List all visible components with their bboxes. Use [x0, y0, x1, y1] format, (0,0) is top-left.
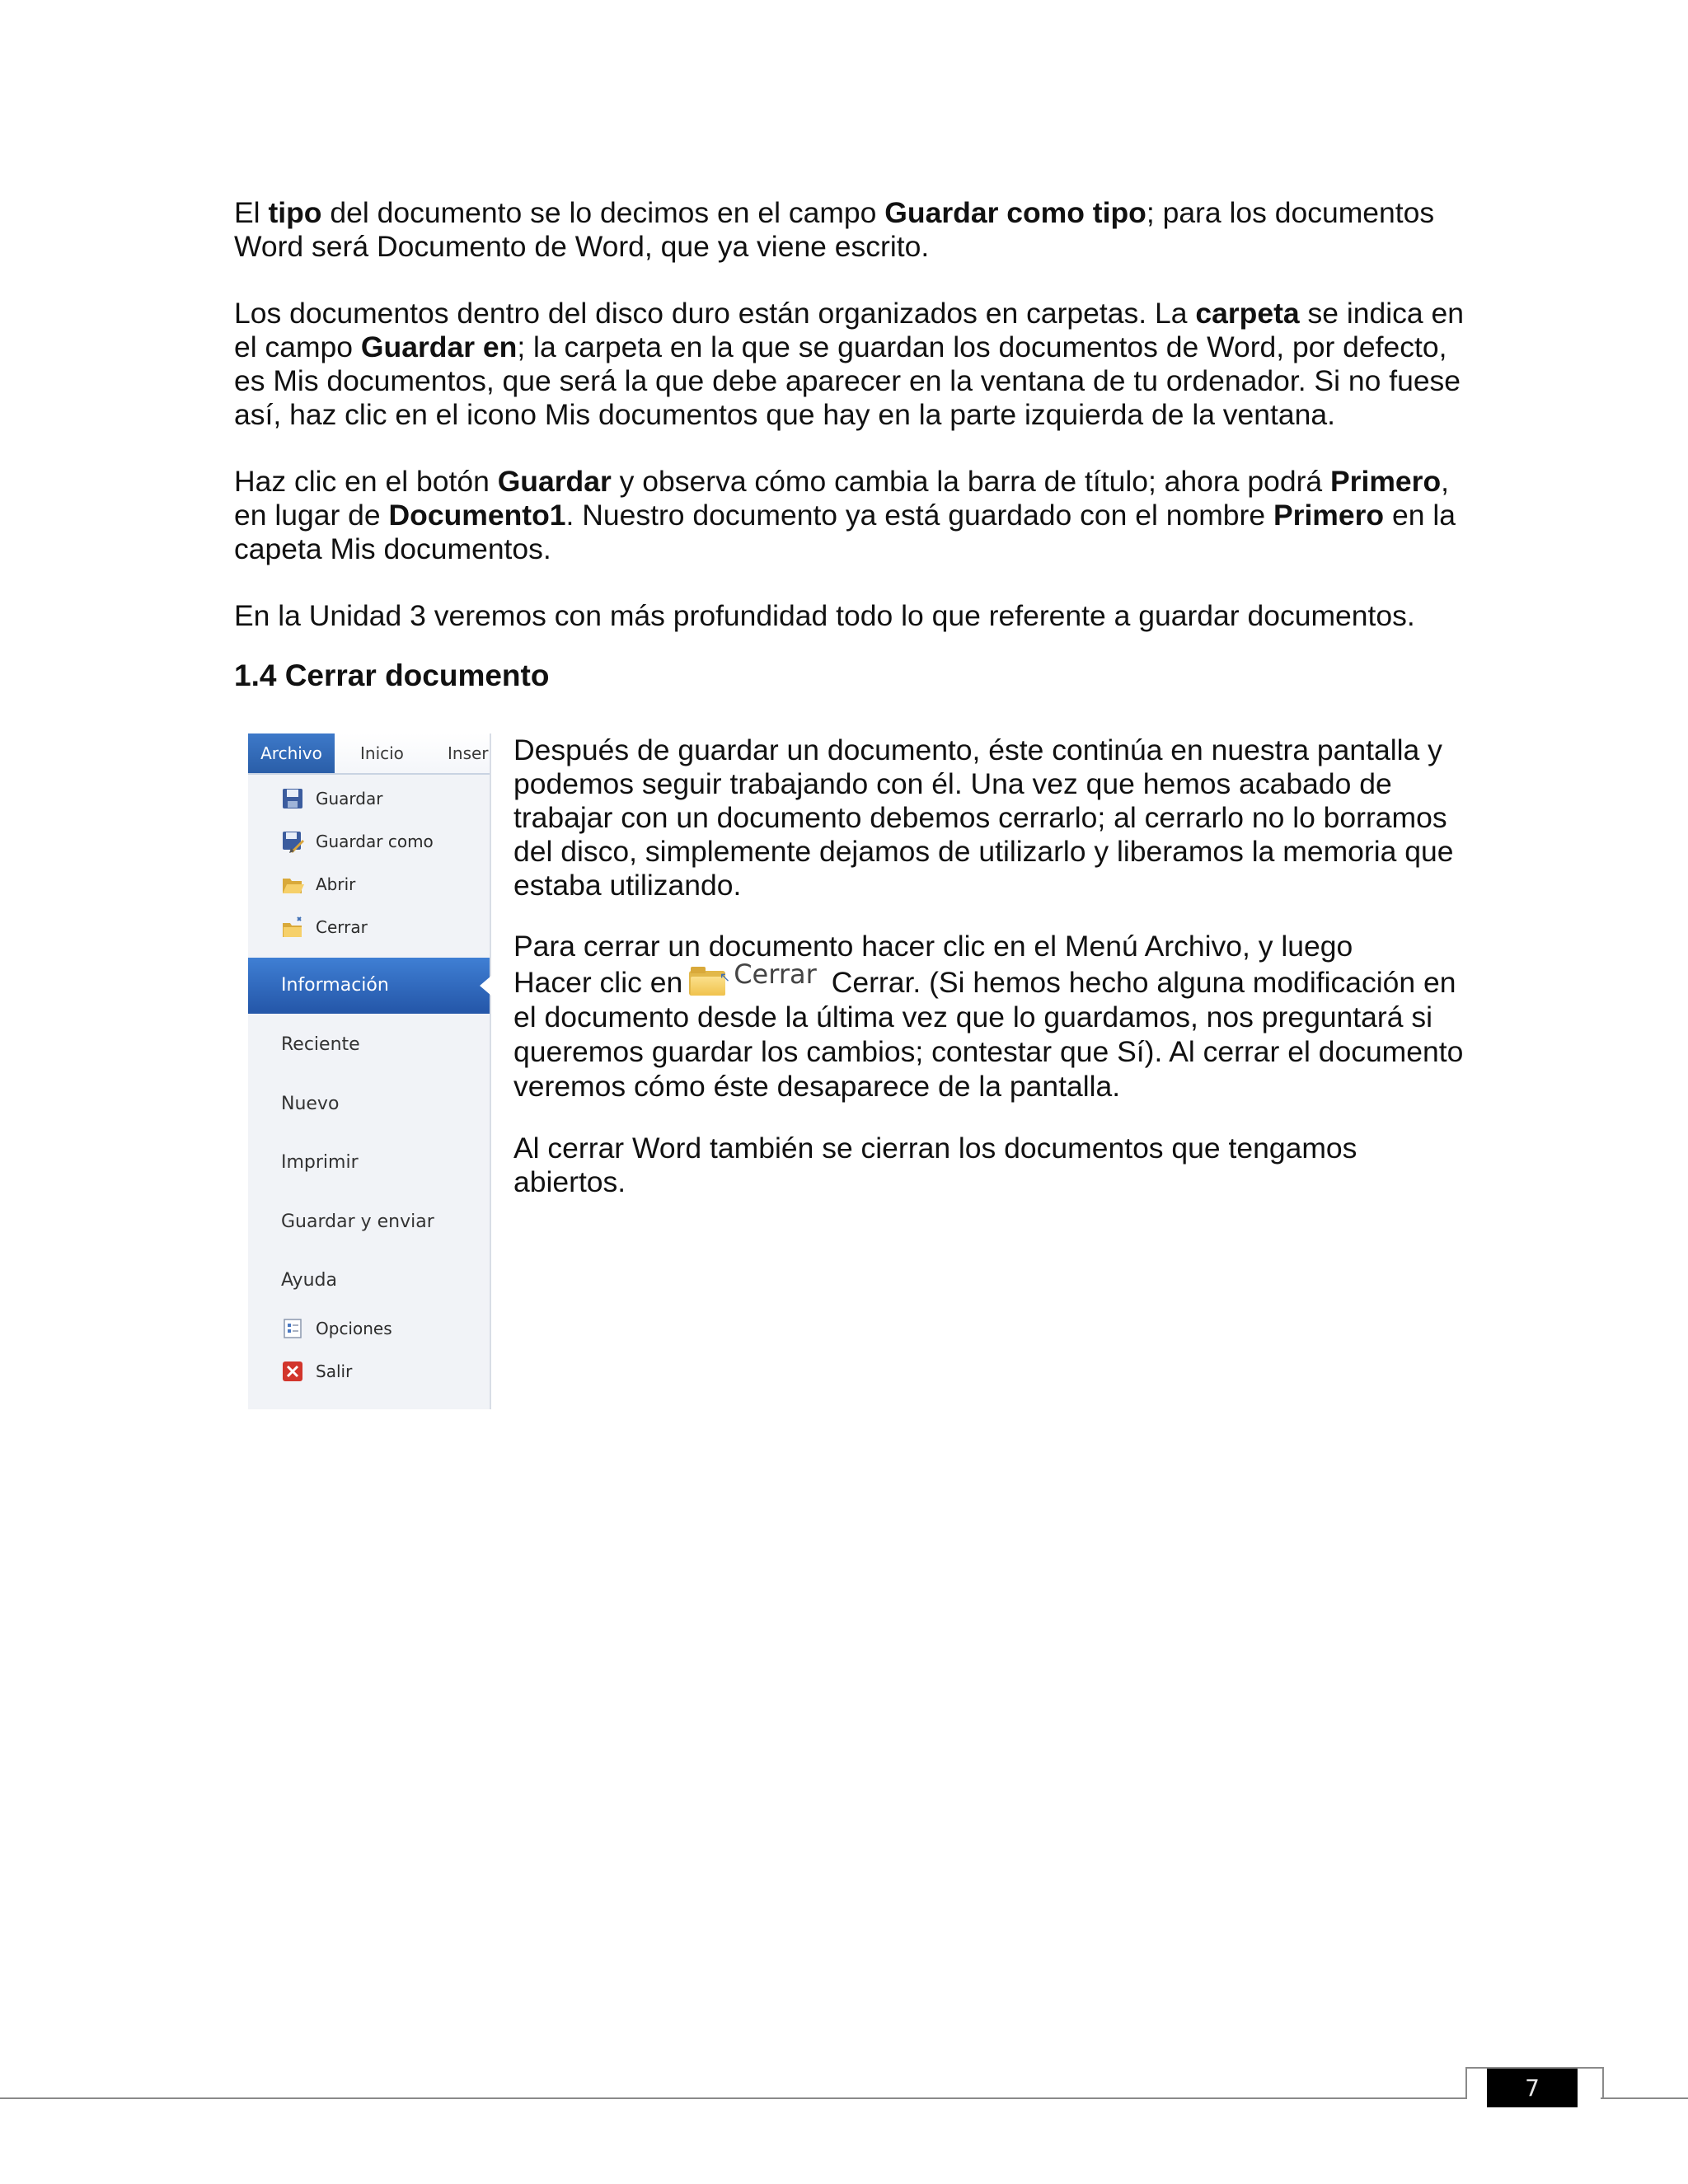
menu-item-label: Abrir — [316, 874, 356, 894]
text: del documento se lo decimos en el campo — [321, 196, 885, 229]
menu-item-nuevo: Nuevo — [281, 1094, 340, 1114]
text: Para cerrar un documento hacer clic en el Menú Archivo, y luego — [513, 930, 1353, 963]
menu-item-guardar-como — [281, 827, 434, 855]
menu-item-label: Salir — [316, 1361, 353, 1381]
menu-item-guardar-enviar: Guardar y enviar — [281, 1212, 434, 1232]
options-icon — [281, 1317, 304, 1340]
paragraph-carpeta — [234, 297, 1470, 432]
footer-rule-right — [1601, 2097, 1688, 2099]
text: Cerrar. (Si hemos hecho alguna modificación en el documento desde la última vez que lo guardamos, nos preguntará si queremos guardar los cambios; contestar que Sí). Al cerrar el documento veremos cómo éste desaparece de la pantalla. — [513, 966, 1464, 1103]
menu-item-abrir — [281, 870, 355, 898]
menu-item-cerrar — [281, 913, 368, 941]
menu-item-label: Guardar como — [316, 832, 434, 851]
document-body — [234, 196, 1470, 1434]
text: ; la carpeta en la que se guardan los documentos de Word, por defecto, es Mis documentos, que será la que debe aparecer en la ventana de tu ordenador. Si no fuese así, haz clic en el icono Mis documentos que hay en la parte izquierda de la ventana. — [234, 330, 1461, 431]
bold-text: Primero — [1273, 499, 1385, 532]
text: y observa cómo cambia la barra de título; ahora podrá — [611, 465, 1330, 498]
bold-text: Primero — [1330, 465, 1442, 498]
tab-insertar: Inser — [448, 743, 489, 763]
footer-rule — [0, 2097, 1465, 2099]
exit-icon — [281, 1360, 304, 1383]
menu-item-label: Guardar — [316, 789, 383, 808]
text: se indica en el campo — [234, 297, 1464, 363]
text: Haz clic en el botón — [234, 465, 498, 498]
bold-text: Guardar en — [360, 330, 518, 363]
menu-item-ayuda: Ayuda — [281, 1270, 337, 1291]
menu-item-imprimir: Imprimir — [281, 1152, 359, 1173]
bold-text: tipo — [268, 196, 322, 229]
text: ; para los documentos Word será Documento de Word, que ya viene escrito. — [234, 196, 1435, 263]
paragraph-para-cerrar — [513, 929, 1470, 1104]
open-folder-icon — [281, 873, 304, 896]
close-folder-icon — [281, 916, 304, 939]
menu-item-reciente: Reciente — [281, 1034, 360, 1055]
cerrar-image-label: Cerrar — [734, 958, 817, 990]
text: El — [234, 196, 269, 229]
paragraph-guardar — [234, 465, 1470, 566]
menu-item-label: Opciones — [316, 1319, 392, 1338]
paragraph-tipo — [234, 196, 1470, 264]
menu-item-informacion — [248, 958, 490, 1014]
active-indicator — [480, 976, 491, 996]
paragraph-cerrar-word: Al cerrar Word también se cierran los documentos que tengamos abiertos. — [513, 1132, 1357, 1198]
bold-text: Guardar — [497, 465, 612, 498]
menu-item-label: Cerrar — [316, 917, 368, 937]
text: en la capeta Mis documentos. — [234, 499, 1456, 565]
tab-inicio: Inicio — [360, 743, 404, 763]
text: . Nuestro documento ya está guardado con el nombre — [565, 499, 1273, 532]
archivo-menu-screenshot — [248, 733, 491, 1409]
bold-text: Documento1 — [388, 499, 566, 532]
cerrar-command-image — [689, 958, 817, 998]
menu-item-guardar — [281, 785, 382, 813]
cerrar-section — [234, 733, 1470, 1434]
page-number: 7 — [1487, 2069, 1578, 2107]
paragraph-despues: Después de guardar un documento, éste continúa en nuestra pantalla y podemos seguir trabajando con él. Una vez que hemos acabado de trabajar con un documento debemos cerrarlo; al cerrarlo no lo borramos del disco, simplemente dejamos de utilizarlo y liberamos la memoria que estaba utilizando. — [513, 733, 1454, 902]
text: Los documentos dentro del disco duro están organizados en carpetas. La — [234, 297, 1196, 330]
save-disk-icon — [281, 787, 304, 810]
cerrar-text-column — [513, 733, 1470, 1227]
menu-item-opciones — [281, 1315, 392, 1343]
text: , en lugar de — [234, 465, 1450, 532]
menu-item-label: Información — [281, 975, 389, 996]
section-heading: 1.4 Cerrar documento — [234, 658, 550, 692]
save-as-icon — [281, 830, 304, 853]
close-folder-icon: ↖ — [689, 966, 725, 996]
text: Hacer clic en — [513, 966, 683, 999]
paragraph-unidad3: En la Unidad 3 veremos con más profundidad todo lo que referente a guardar documentos. — [234, 599, 1415, 632]
bold-text: carpeta — [1195, 297, 1300, 330]
ribbon-tabs — [248, 733, 490, 775]
menu-item-salir — [281, 1357, 352, 1385]
tab-archivo: Archivo — [248, 733, 335, 773]
bold-text: Guardar como tipo — [884, 196, 1146, 229]
